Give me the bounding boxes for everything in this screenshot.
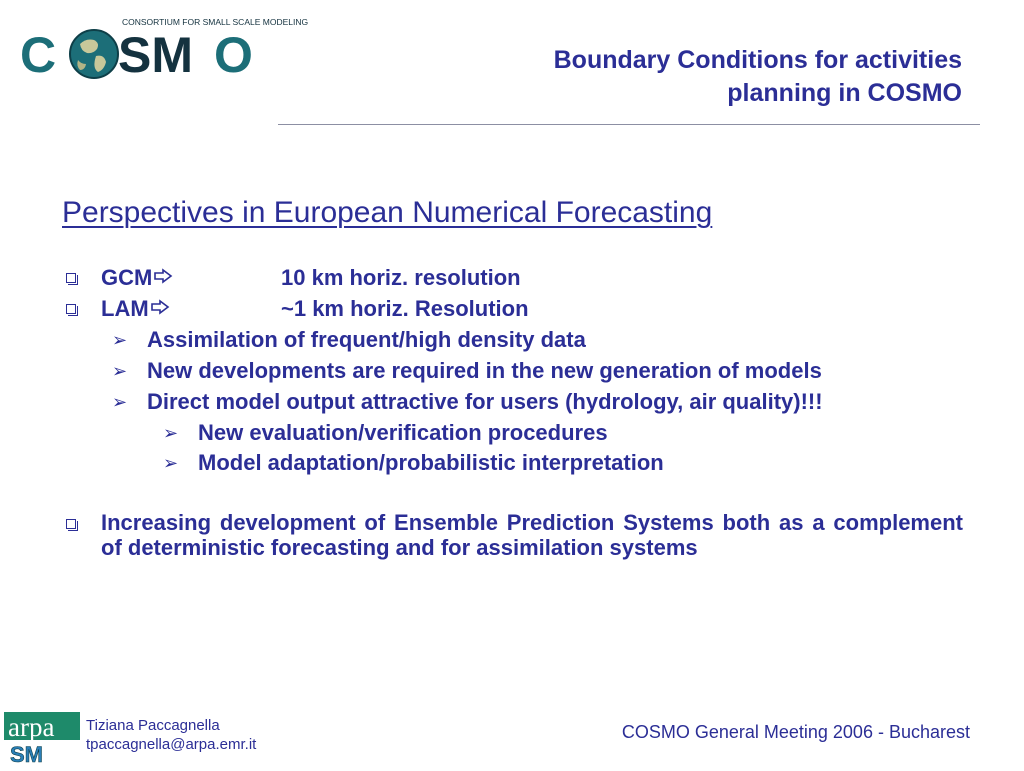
cosmo-logo-graphic: [18, 10, 309, 83]
chevron-bullet-icon: ➢: [163, 423, 179, 443]
logo-letter-c: C: [20, 27, 57, 83]
bullet-value: 10 km horiz. resolution: [281, 265, 521, 290]
logo-letter-o: O: [214, 27, 253, 83]
square-bullet-icon: [66, 273, 76, 283]
slide-title-line2: planning in COSMO: [727, 79, 962, 107]
author-name: Tiziana Paccagnella: [86, 717, 220, 734]
bullet-label: LAM: [101, 296, 149, 321]
arpa-wordmark: arpa: [8, 712, 55, 742]
slide-title: [402, 44, 962, 110]
cosmo-logo: [18, 10, 309, 83]
chevron-bullet-icon: ➢: [112, 330, 128, 350]
sm-wordmark: SM: [10, 742, 43, 767]
footer-author-block: [86, 716, 256, 754]
bullet-value: ~1 km horiz. Resolution: [281, 296, 529, 321]
globe-icon: [70, 30, 118, 78]
chevron-bullet-icon: ➢: [163, 453, 179, 473]
square-bullet-icon: [66, 519, 76, 529]
section-heading: Perspectives in European Numerical Forecasting: [62, 196, 713, 229]
slide-title-line1: Boundary Conditions for activities: [553, 46, 962, 74]
bullet-label: GCM: [101, 265, 153, 290]
hollow-right-arrow-icon: [151, 300, 169, 314]
hollow-right-arrow-icon: [154, 269, 172, 283]
ensemble-paragraph: Increasing development of Ensemble Prediction Systems both as a complement of deterministic forecasting and for assimilation systems: [101, 510, 963, 560]
title-divider: [278, 124, 980, 125]
meeting-label: COSMO General Meeting 2006 - Bucharest: [621, 722, 970, 742]
chevron-bullet-icon: ➢: [112, 361, 128, 381]
square-bullet-icon: [66, 304, 76, 314]
arpa-logo-graphic: [4, 710, 80, 766]
chevron-bullet-icon: ➢: [112, 392, 128, 412]
logo-letters-sm: SM: [118, 27, 193, 83]
svg-text:CONSORTIUM FOR SMALL SCALE MOD: CONSORTIUM FOR SMALL SCALE MODELING: [122, 17, 309, 27]
arpa-sm-logo: [4, 710, 80, 766]
author-email: tpaccagnella@arpa.emr.it: [86, 736, 257, 753]
